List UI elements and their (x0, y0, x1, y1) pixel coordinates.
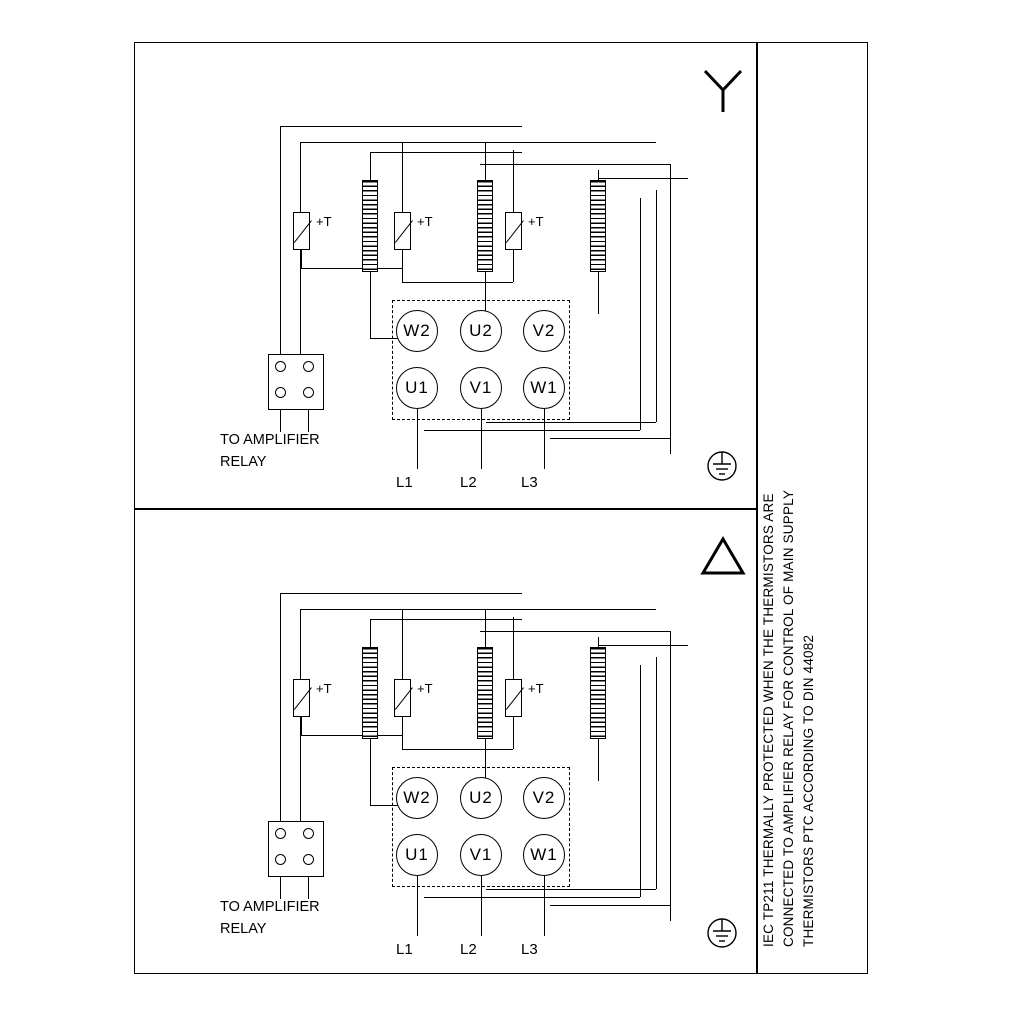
wire (370, 619, 522, 620)
delta-connection-icon (700, 535, 746, 577)
wire (598, 739, 599, 781)
motor-winding-coil-2 (477, 180, 493, 272)
amplifier-label-line2: RELAY (220, 921, 267, 937)
wire (280, 877, 281, 899)
thermistor-label-2: +T (417, 214, 433, 229)
wire (402, 268, 403, 282)
wire (598, 170, 599, 180)
wire (656, 190, 657, 422)
phase-label-l3: L3 (521, 474, 538, 491)
star-connection-panel (134, 42, 756, 508)
thermistor-ptc-2 (394, 679, 411, 717)
wire (402, 717, 403, 749)
wire (485, 142, 486, 180)
terminal-v1: V1 (460, 834, 502, 876)
wire (598, 637, 599, 647)
thermistor-label-3: +T (528, 681, 544, 696)
terminal-w1: W1 (523, 367, 565, 409)
wire (598, 272, 599, 314)
star-connection-icon (700, 68, 746, 114)
terminal-u1: U1 (396, 834, 438, 876)
note-column (756, 42, 868, 974)
wire (280, 126, 281, 354)
amplifier-label-line2: RELAY (220, 454, 267, 470)
wire (550, 438, 670, 439)
connector-pin (303, 854, 314, 865)
connector-pin (303, 828, 314, 839)
amplifier-connector-block (268, 821, 324, 877)
wire (301, 268, 402, 269)
terminal-v1: V1 (460, 367, 502, 409)
wire (598, 645, 688, 646)
wire (550, 905, 670, 906)
thermistor-label-2: +T (417, 681, 433, 696)
wire (670, 164, 671, 454)
wire (513, 250, 514, 282)
thermistor-ptc-1 (293, 679, 310, 717)
connector-pin (275, 387, 286, 398)
wire (544, 409, 545, 469)
wire (370, 272, 371, 338)
terminal-w2: W2 (396, 310, 438, 352)
note-line-3: THERMISTORS PTC ACCORDING TO DIN 44082 (801, 634, 816, 947)
wire (492, 142, 656, 143)
wire (402, 749, 513, 750)
wire (513, 617, 514, 679)
wire (301, 250, 302, 268)
wire (370, 739, 371, 805)
phase-label-l3: L3 (521, 941, 538, 958)
delta-connection-panel (134, 509, 756, 975)
wire (417, 409, 418, 469)
wire (308, 410, 309, 432)
wire (485, 609, 486, 647)
wire (544, 876, 545, 936)
thermistor-ptc-2 (394, 212, 411, 250)
wire (300, 142, 301, 212)
note-line-2: CONNECTED TO AMPLIFIER RELAY FOR CONTROL OF MAIN SUPPLY (781, 489, 796, 947)
wire (280, 593, 522, 594)
wire (598, 178, 688, 179)
wire (370, 152, 371, 180)
amplifier-label-line1: TO AMPLIFIER (220, 432, 320, 448)
wire (308, 877, 309, 899)
wire (301, 735, 402, 736)
wire (417, 876, 418, 936)
amplifier-label-line1: TO AMPLIFIER (220, 899, 320, 915)
thermistor-label-3: +T (528, 214, 544, 229)
note-line-1: IEC TP211 THERMALLY PROTECTED WHEN THE THERMISTORS ARE (761, 493, 776, 947)
wire (480, 164, 670, 165)
motor-winding-coil-1 (362, 647, 378, 739)
thermistor-ptc-3 (505, 679, 522, 717)
wire (481, 876, 482, 936)
wire (670, 631, 671, 921)
phase-label-l1: L1 (396, 941, 413, 958)
connector-pin (275, 828, 286, 839)
wire (640, 198, 641, 430)
thermistor-ptc-1 (293, 212, 310, 250)
motor-winding-coil-3 (590, 647, 606, 739)
terminal-u2: U2 (460, 777, 502, 819)
wire (486, 422, 656, 423)
thermistor-ptc-3 (505, 212, 522, 250)
connector-pin (275, 361, 286, 372)
wire (492, 609, 656, 610)
wire (424, 897, 640, 898)
connector-pin (303, 361, 314, 372)
wire (280, 126, 522, 127)
motor-winding-coil-1 (362, 180, 378, 272)
wire (301, 717, 302, 735)
thermistor-label-1: +T (316, 681, 332, 696)
terminal-w1: W1 (523, 834, 565, 876)
terminal-w2: W2 (396, 777, 438, 819)
amplifier-connector-block (268, 354, 324, 410)
terminal-u1: U1 (396, 367, 438, 409)
motor-winding-coil-3 (590, 180, 606, 272)
wire (402, 250, 403, 268)
wire (640, 665, 641, 897)
phase-label-l2: L2 (460, 474, 477, 491)
wire (280, 126, 281, 148)
wire (480, 631, 670, 632)
wire (402, 282, 513, 283)
phase-label-l1: L1 (396, 474, 413, 491)
terminal-v2: V2 (523, 777, 565, 819)
connector-pin (303, 387, 314, 398)
wire (481, 409, 482, 469)
earth-ground-icon (702, 446, 742, 486)
earth-ground-icon (702, 913, 742, 953)
thermistor-label-1: +T (316, 214, 332, 229)
terminal-u2: U2 (460, 310, 502, 352)
wire (370, 619, 371, 647)
wire (424, 430, 640, 431)
wire (280, 593, 281, 821)
terminal-v2: V2 (523, 310, 565, 352)
phase-label-l2: L2 (460, 941, 477, 958)
wire (513, 150, 514, 212)
wire (513, 717, 514, 749)
wire (486, 889, 656, 890)
wire (280, 410, 281, 432)
connector-pin (275, 854, 286, 865)
wire (656, 657, 657, 889)
motor-winding-coil-2 (477, 647, 493, 739)
wire (370, 152, 522, 153)
